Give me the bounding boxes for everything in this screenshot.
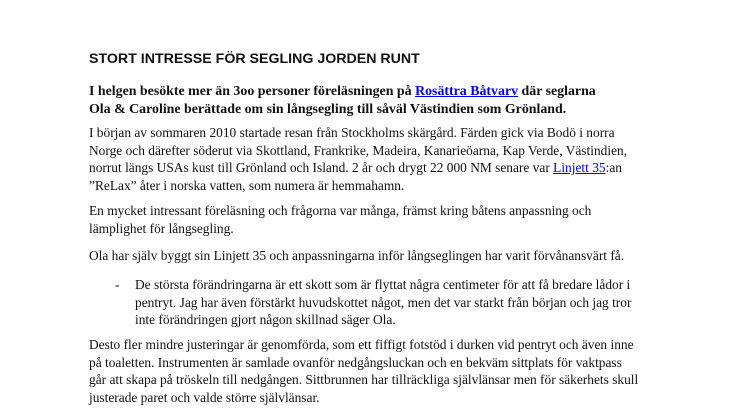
lead-line-1: [89, 83, 689, 101]
bullet-line-1: De största förändringarna är ett skott som är flyttat några centimeter för att få bredare lådor i: [135, 277, 631, 292]
paragraph-4-line-3: går att skapa på tröskeln till nedgången. Sittbrunnen har tillräckliga självlänsar men för säkerhets skull: [89, 372, 639, 388]
paragraph-4-line-4: justerade paret och valde större självlänsar.: [89, 389, 320, 405]
paragraph-2-line-2: lämplighet för långsegling.: [89, 220, 234, 236]
document-heading: STORT INTRESSE FÖR SEGLING JORDEN RUNT: [89, 51, 420, 67]
lead-line-1-tail: där seglarna: [518, 84, 596, 99]
paragraph-3: [89, 247, 689, 265]
bullet-line-2: pentryt. Jag har även förstärkt huvudskottet något, men det var starkt från början och jag tror: [135, 294, 632, 310]
paragraph-4: [89, 336, 689, 406]
paragraph-4-line-2: på toaletten. Instrumenten är samlade ovanför nedgångsluckan och en bekväm sittplats för vaktpass: [89, 354, 622, 370]
lead-line-2: Ola & Caroline berättade om sin långsegling till såväl Västindien som Grönland.: [89, 102, 567, 117]
rosattra-batvarv-link[interactable]: Rosättra Båtvarv: [415, 84, 519, 99]
paragraph-1-line-3-text: norrut längs USAs kust till Grönland och Island. 2 år och drygt 22 000 NM senare var: [89, 160, 554, 176]
paragraph-1-line-3: [89, 159, 689, 177]
paragraph-2-line-1: En mycket intressant föreläsning och frågorna var många, främst kring båtens anpassning och: [89, 203, 592, 218]
linjett-35-link[interactable]: Linjett 35: [553, 160, 606, 176]
bullet-text: [135, 276, 631, 329]
bullet-line-3: inte förändringen gjort någon skillnad säger Ola.: [135, 312, 396, 328]
paragraph-1: [89, 124, 689, 194]
lead-line-1-text: I helgen besökte mer än 3oo personer föreläsningen på: [89, 84, 416, 99]
paragraph-4-line-1: Desto fler mindre justeringar är genomförda, som ett fiffigt fotstöd i durken vid pentryt och även inne: [89, 337, 634, 352]
paragraph-2: [89, 202, 689, 237]
paragraph-1-line-4: ”ReLax” åter i norska vatten, som numera är hemmahamn.: [89, 177, 405, 193]
paragraph-1-line-1: I början av sommaren 2010 startade resan från Stockholms skärgård. Färden gick via Bodö i norra: [89, 125, 615, 140]
paragraph-3-line-1: Ola har själv byggt sin Linjett 35 och anpassningarna inför långseglingen har varit förvånansvärt få.: [89, 248, 625, 263]
paragraph-1-line-3-tail: :an: [605, 160, 622, 176]
paragraph-1-line-2: Norge och därefter söderut via Skottland, Frankrike, Madeira, Kanarieöarna, Kap Verde, Västindien,: [89, 142, 628, 158]
lead-paragraph: [89, 83, 689, 119]
bullet-marker: -: [115, 277, 120, 292]
